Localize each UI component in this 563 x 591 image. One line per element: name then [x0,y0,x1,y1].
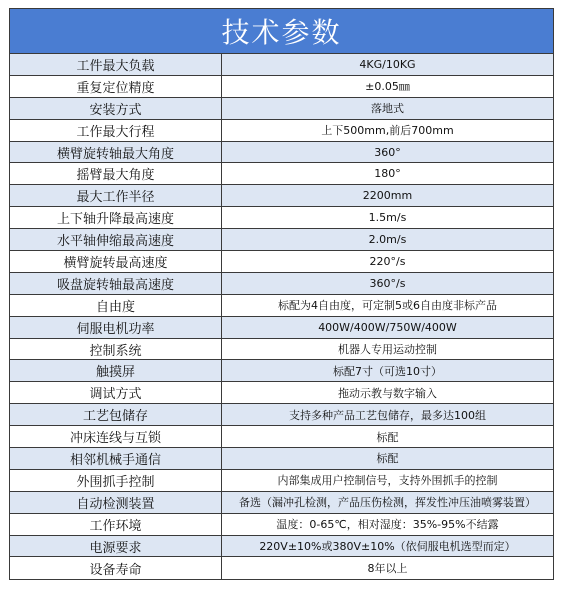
spec-value: 标配为4自由度，可定制5或6自由度非标产品 [278,299,497,313]
spec-row [10,360,553,382]
spec-row [10,404,553,426]
spec-value: 400W/400W/750W/400W [318,320,457,334]
spec-row [10,120,553,142]
spec-value: 标配 [376,430,399,444]
spec-row [10,207,553,229]
spec-row [10,339,553,361]
spec-row [10,273,553,295]
spec-label: 摇臂最大角度 [10,163,222,184]
spec-label: 水平轴伸缩最高速度 [10,229,222,250]
spec-label: 伺服电机功率 [10,317,222,338]
spec-label: 横臂旋转轴最大角度 [10,142,222,163]
spec-row [10,142,553,164]
spec-value: ±0.05㎜ [365,80,410,94]
spec-label: 控制系统 [10,339,222,360]
spec-value: 1.5m/s [368,211,407,225]
spec-label: 外围抓手控制 [10,470,222,491]
spec-value: 2200mm [362,189,413,203]
spec-table [9,8,554,580]
spec-row [10,426,553,448]
spec-label: 横臂旋转最高速度 [10,251,222,272]
spec-value: 220°/s [369,254,406,268]
spec-value: 标配7寸（可选10寸） [333,364,442,378]
spec-value: 备选（漏冲孔检测，产品压伤检测，挥发性冲压油喷雾装置） [239,496,536,510]
spec-row [10,54,553,76]
spec-label: 最大工作半径 [10,185,222,206]
spec-row [10,229,553,251]
spec-label: 电源要求 [10,536,222,557]
spec-row [10,295,553,317]
spec-row [10,76,553,98]
spec-row [10,536,553,558]
spec-row [10,317,553,339]
spec-label: 工作最大行程 [10,120,222,141]
table-title: 技术参数 [10,9,553,54]
spec-value: 内部集成用户控制信号，支持外围抓手的控制 [277,474,498,488]
spec-row [10,492,553,514]
spec-row [10,382,553,404]
spec-label: 相邻机械手通信 [10,448,222,469]
spec-label: 安装方式 [10,98,222,119]
spec-rows [10,54,553,579]
spec-label: 上下轴升降最高速度 [10,207,222,228]
spec-row [10,514,553,536]
spec-label: 吸盘旋转轴最高速度 [10,273,222,294]
spec-label: 触摸屏 [10,360,222,381]
spec-row [10,163,553,185]
spec-value: 4KG/10KG [359,57,416,71]
spec-value: 拖动示教与数字输入 [338,386,437,400]
spec-row [10,185,553,207]
spec-row [10,98,553,120]
spec-row [10,251,553,273]
spec-label: 调试方式 [10,382,222,403]
spec-row [10,470,553,492]
spec-row [10,557,553,579]
spec-row [10,448,553,470]
spec-value: 360°/s [369,276,406,290]
spec-value: 标配 [376,452,399,466]
spec-label: 设备寿命 [10,557,222,579]
spec-value: 温度：0-65℃，相对湿度：35%-95%不结露 [276,518,499,532]
spec-value: 2.0m/s [368,233,407,247]
spec-label: 工作环境 [10,514,222,535]
spec-value: 上下500mm,前后700mm [321,124,454,138]
spec-label: 工件最大负载 [10,54,222,75]
spec-label: 自由度 [10,295,222,316]
spec-value: 180° [374,167,401,181]
spec-value: 机器人专用运动控制 [338,343,437,357]
spec-value: 8年以上 [367,562,408,576]
spec-value: 360° [374,145,401,159]
spec-value: 支持多种产品工艺包储存，最多达100组 [289,408,486,422]
spec-label: 重复定位精度 [10,76,222,97]
spec-label: 工艺包储存 [10,404,222,425]
spec-label: 冲床连线与互锁 [10,426,222,447]
spec-value: 落地式 [371,102,404,116]
spec-label: 自动检测装置 [10,492,222,513]
spec-value: 220V±10%或380V±10%（依伺服电机选型而定） [259,540,516,554]
